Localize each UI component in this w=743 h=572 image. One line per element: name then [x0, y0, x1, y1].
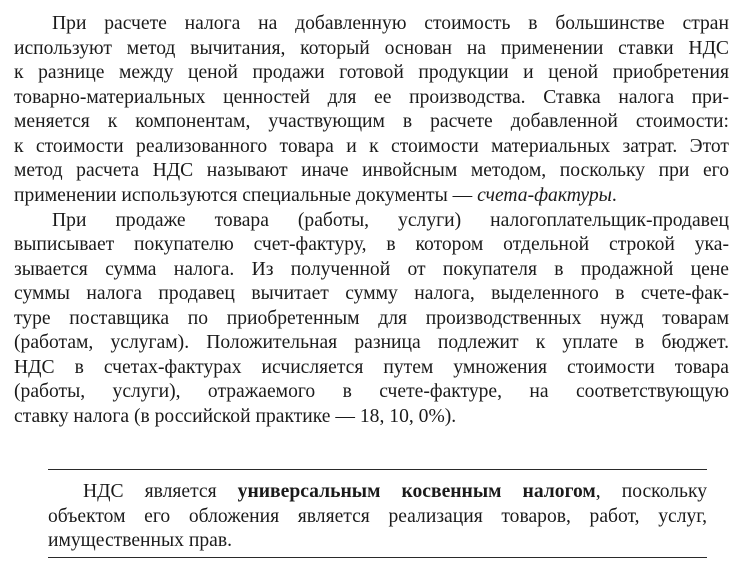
paragraph-line: меняется к компонентам, участвующим в расчете добавленной стоимости: — [14, 111, 729, 132]
paragraph-line: зывается сумма налога. Из полученной от покупателя в продажной цене — [14, 259, 729, 280]
paragraph-line: используют метод вычитания, который основан на применении ставки НДС — [14, 38, 729, 59]
callout-line: объектом его обложения является реализация товаров, работ, услуг, — [48, 506, 707, 527]
text-run: , поскольку — [595, 481, 707, 502]
paragraph-line: НДС в счетах-фактурах исчисляется путем умножения стоимости товара — [14, 357, 729, 378]
paragraph-line: к разнице между ценой продажи готовой продукции и ценой приобретения — [14, 62, 729, 83]
bold-term: универсальным косвенным налогом — [237, 481, 596, 502]
paragraph-line: ставку налога (в российской практике — 18, 10, 0%). — [14, 406, 457, 427]
paragraph-line: суммы налога продавец вычитает сумму налога, выделенного в счете-фак- — [14, 283, 729, 304]
paragraph-line: При расчете налога на добавленную стоимость в большинстве стран — [52, 13, 729, 34]
paragraph-line: (работам, услугам). Положительная разница подлежит к уплате в бюджет. — [14, 332, 729, 353]
paragraph-line: к стоимости реализованного товара и к стоимости материальных затрат. Этот — [14, 136, 729, 157]
text-run: . — [611, 185, 617, 206]
callout-bottom-rule — [48, 557, 707, 558]
paragraph-line: (работы, услуги), отражаемого в счете-фактуре, на соответствующую — [14, 381, 729, 402]
paragraph-line — [14, 184, 729, 207]
paragraph-line: выписывает покупателю счет-фактуру, в котором отдельной строкой ука- — [14, 234, 729, 255]
paragraph-line: метод расчета НДС называют иначе инвойсным методом, поскольку при его — [14, 160, 729, 181]
emphasized-term: счета-фактуры — [477, 185, 612, 206]
callout-line: имущественных прав. — [48, 530, 233, 551]
callout-top-rule — [48, 469, 707, 470]
paragraph-line: туре поставщика по приобретенным для производственных нужд товарам — [14, 308, 729, 329]
callout-line — [83, 480, 707, 503]
paragraph-line: При продаже товара (работы, услуги) налогоплательщик-продавец — [52, 210, 729, 231]
text-run: применении используются специальные документы — — [14, 185, 478, 206]
paragraph-line: товарно-материальных ценностей для ее производства. Ставка налога при- — [14, 87, 729, 108]
text-run: НДС является — [83, 481, 238, 502]
